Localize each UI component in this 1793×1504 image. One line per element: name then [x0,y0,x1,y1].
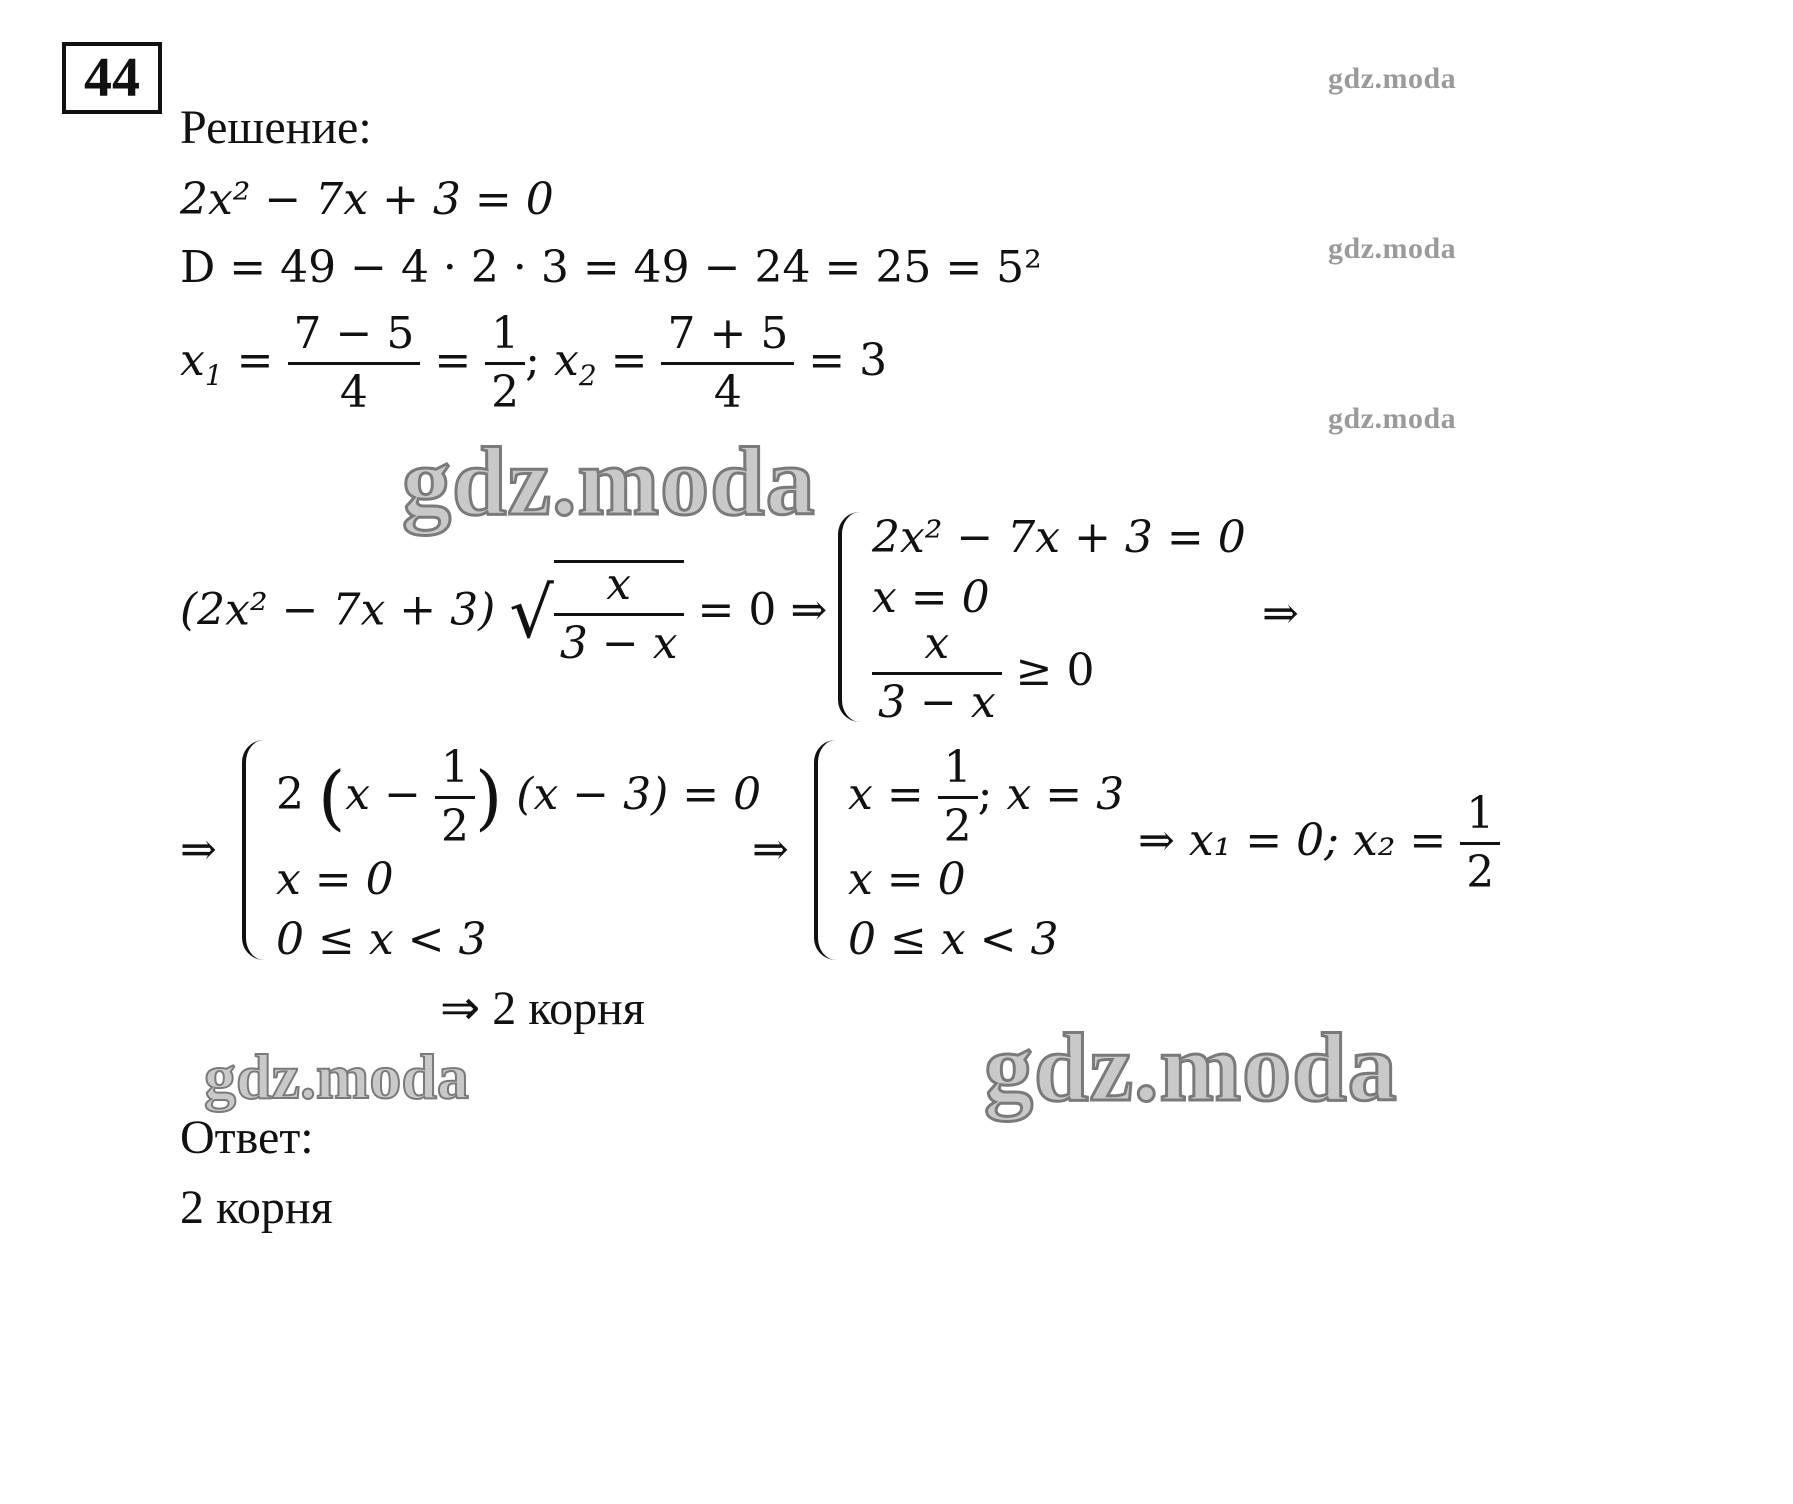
discriminant-line: D = 49 − 4 · 2 · 3 = 49 − 24 = 25 = 5² [180,242,1042,293]
problem-number: 44 [62,42,162,114]
sqrt-sign: √ [509,572,554,654]
system-1: 2x² − 7x + 3 = 0 x = 0 $\frac{x}{3 - x}$ ≥ 0 [838,512,1298,722]
roots-count: ⇒ 2 корня [440,982,645,1035]
implies-arrow-3: ⇒ [752,824,789,875]
x1-value-fraction: $\frac{1}{2}$ [485,312,525,415]
implies-arrow-1: ⇒ [1262,588,1299,639]
answer-text: 2 корня [180,1181,333,1234]
watermark-large-2: gdz.moda [984,1014,1398,1122]
system-2-factored: 2 (x − $\frac{1}{2}$ ) (x − 3) = 0 [276,742,762,852]
system-2: 2 (x − $\frac{1}{2}$ ) (x − 3) = 0 x = 0 0 ≤ x < 3 [242,740,762,960]
system-1-inequality: $\frac{x}{3 - x}$ ≥ 0 [872,622,1095,725]
watermark-large-1: gdz.moda [402,428,816,536]
system-brace [838,512,866,722]
system-3: x = $\frac{1}{2}$ ; x = 3 x = 0 0 ≤ x < 3 [814,740,1144,960]
main-equation: (2x² − 7x + 3) √ $\frac{x}{3 - x}$ = 0 ⇒ [180,559,828,669]
x2-fraction: $\frac{7 + 5}{4}$ [661,312,794,415]
sqrt-expression: √ $\frac{x}{3 - x}$ [509,560,683,666]
answer-heading: Ответ: [180,1111,314,1164]
implies-arrow-2: ⇒ [180,824,217,875]
solution-heading: Решение: [180,101,372,154]
system-3-roots: x = $\frac{1}{2}$ ; x = 3 [848,742,1125,852]
roots-line: $x_1$ = $\frac{7 - 5}{4}$ = $\frac{1}{2}$ ; $x_2$ = $\frac{7 + 5}{4}$ = 3 [180,308,888,418]
watermark-medium: gdz.moda [204,1041,469,1112]
watermark-small-1: gdz.moda [1328,62,1457,95]
x1-fraction: $\frac{7 - 5}{4}$ [288,312,421,415]
quadratic-equation: 2x² − 7x + 3 = 0 [180,174,554,225]
watermark-small-3: gdz.moda [1328,402,1457,435]
final-result: ⇒ x₁ = 0; x₂ = $\frac{1}{2}$ [1138,792,1500,895]
watermark-small-2: gdz.moda [1328,232,1457,265]
